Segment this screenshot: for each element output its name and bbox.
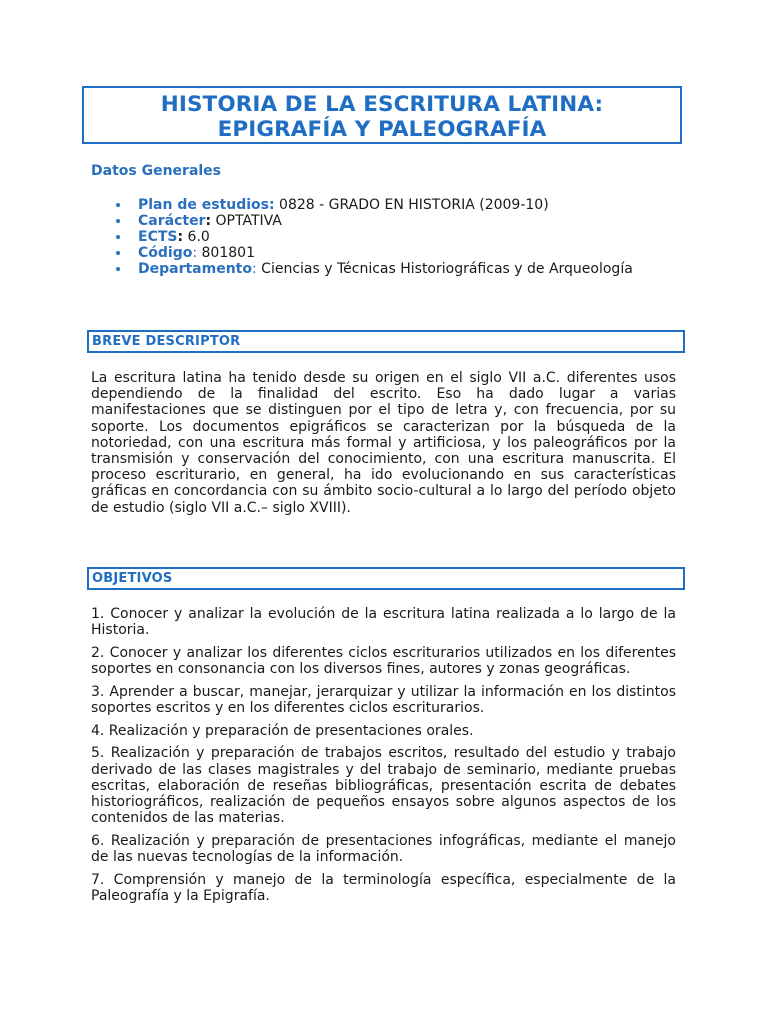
title-line-1: HISTORIA DE LA ESCRITURA LATINA:: [160, 92, 604, 117]
title-box: [82, 86, 682, 144]
datos-colon: :: [177, 229, 184, 245]
list-item: [113, 229, 633, 245]
list-item: [113, 245, 633, 261]
list-item: 1. Conocer y analizar la evolución de la escritura latina realizada a lo largo de la Historia.: [91, 606, 676, 639]
datos-colon: :: [252, 261, 257, 277]
list-item: [113, 213, 633, 229]
bullet-icon: [116, 219, 120, 223]
list-item: 4. Realización y preparación de presentaciones orales.: [91, 722, 474, 739]
datos-colon: :: [192, 245, 198, 261]
list-item: 5. Realización y preparación de trabajos escritos, resultado del estudio y trabajo derivado de las clases magistrales y del trabajo de seminario, mediante pruebas escritas, elaboración de reseñas bibliográficas, presentación escrita de debates historiográficos, realización de pequeños ensayos sobre algunos aspectos de los contenidos de las materias.: [91, 745, 676, 827]
datos-value: 6.0: [183, 229, 210, 245]
datos-key: Carácter: [138, 213, 206, 229]
bullet-icon: [116, 267, 120, 271]
bullet-icon: [116, 203, 120, 207]
datos-value: OPTATIVA: [211, 213, 282, 229]
datos-key: ECTS: [138, 229, 178, 245]
datos-generales-heading: Datos Generales: [91, 163, 222, 179]
datos-key: Código: [138, 245, 193, 261]
datos-generales-list: [113, 197, 633, 277]
breve-descriptor-header: [87, 330, 685, 353]
title-line-2: EPIGRAFÍA Y PALEOGRAFÍA: [217, 117, 547, 142]
datos-value: Ciencias y Técnicas Historiográficas y de Arqueología: [256, 261, 633, 277]
section-heading: BREVE DESCRIPTOR: [92, 334, 241, 349]
datos-colon: :: [205, 213, 212, 229]
datos-value: 801801: [197, 245, 255, 261]
list-item: [113, 197, 633, 213]
list-item: [113, 261, 633, 277]
datos-key: Plan de estudios:: [138, 197, 275, 213]
bullet-icon: [116, 235, 120, 239]
objetivos-header: [87, 567, 685, 590]
list-item: 2. Conocer y analizar los diferentes ciclos escriturarios utilizados en los diferentes soportes en consonancia con los diversos fines, autores y zonas geográficas.: [91, 644, 676, 678]
descriptor-paragraph: La escritura latina ha tenido desde su origen en el siglo VII a.C. diferentes usos dependiendo de la finalidad del escrito. Eso ha dado lugar a varias manifestaciones que se distinguen por el tipo de letra y, con frecuencia, por su soporte. Los documentos epigráficos se caracterizan por la búsqueda de la notoriedad, con una escritura más formal y artificiosa, y los paleográficos por la transmisión y conservación del conocimiento, con una escritura manuscrita. El proceso escriturario, en general, ha ido evolucionando en sus características gráficas en concordancia con su ámbito socio-cultural a lo largo del período objeto de estudio (siglo VII a.C.– siglo XVIII).: [91, 370, 676, 516]
list-item: 6. Realización y preparación de presentaciones infográficas, mediante el manejo de las nuevas tecnologías de la información.: [91, 832, 676, 866]
datos-key: Departamento: [138, 261, 252, 277]
list-item: 7. Comprensión y manejo de la terminología específica, especialmente de la Paleografía y la Epigrafía.: [91, 871, 676, 905]
list-item: 3. Aprender a buscar, manejar, jerarquizar y utilizar la información en los distintos soportes escritos y en los diferentes ciclos escriturarios.: [91, 683, 676, 717]
section-heading: OBJETIVOS: [92, 571, 173, 586]
datos-value: 0828 - GRADO EN HISTORIA (2009-10): [274, 197, 549, 213]
bullet-icon: [116, 251, 120, 255]
objetivos-list: [91, 606, 676, 911]
